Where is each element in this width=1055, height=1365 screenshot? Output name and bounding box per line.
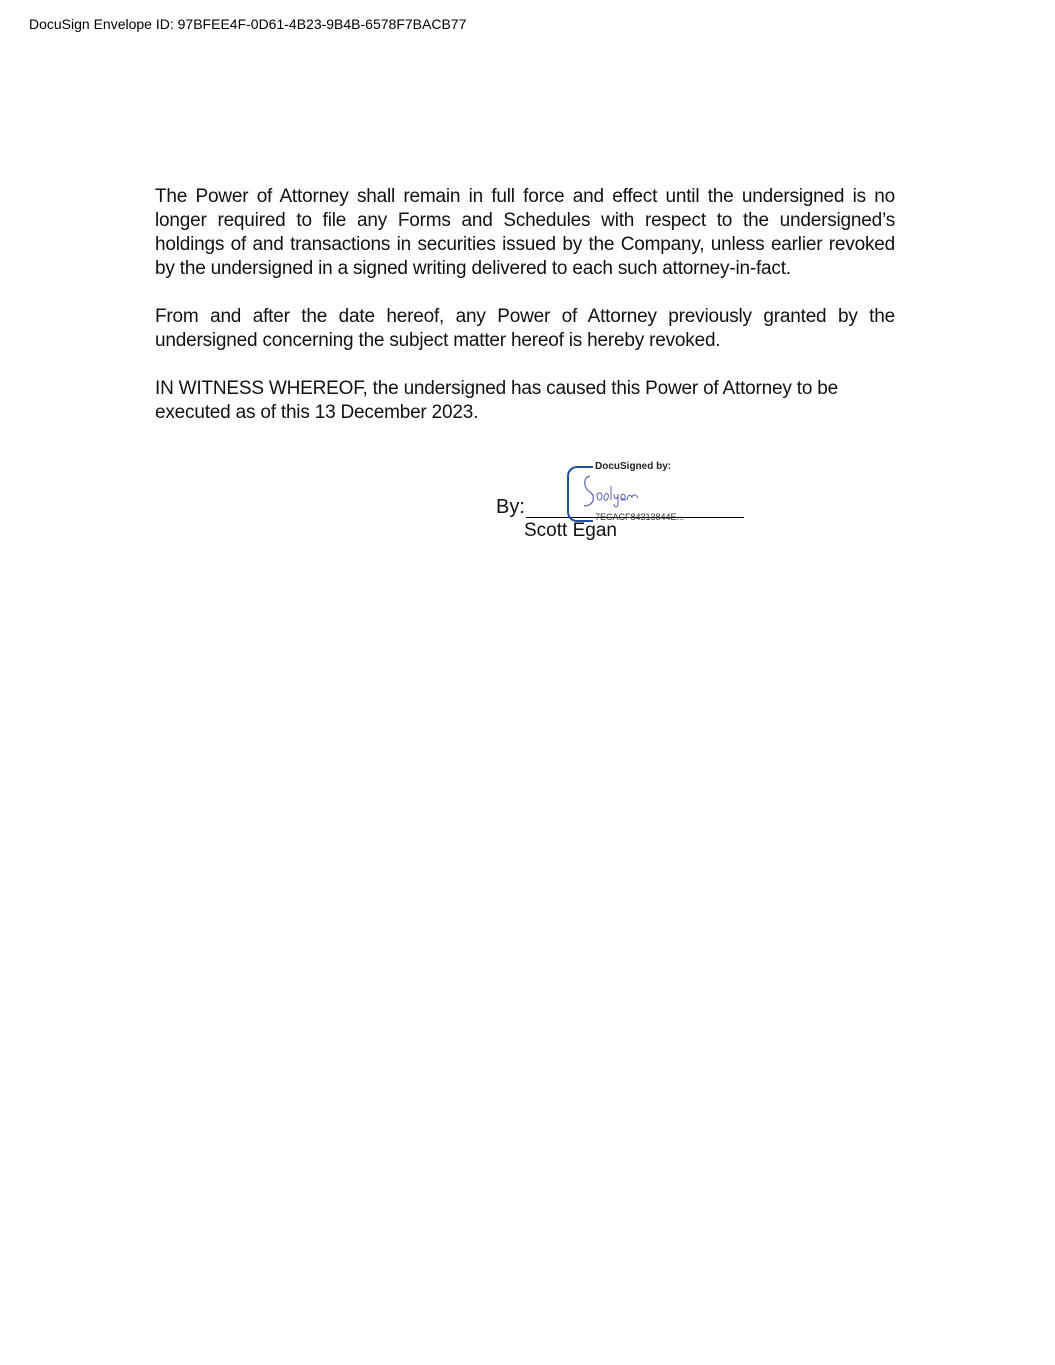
signature-block xyxy=(496,458,756,548)
paragraph-witness: IN WITNESS WHEREOF, the undersigned has caused this Power of Attorney to be executed as of this 13 December 2023. xyxy=(155,378,839,423)
document-body xyxy=(155,185,895,449)
docusign-envelope-id: DocuSign Envelope ID: 97BFEE4F-0D61-4B23-9B4B-6578F7BACB77 xyxy=(29,16,467,32)
docusign-header: DocuSigned by: xyxy=(595,461,672,472)
handwritten-signature xyxy=(580,472,640,512)
docusign-signature-code: 7ECACF84313844E... xyxy=(595,512,685,522)
paragraph-term: The Power of Attorney shall remain in full force and effect until the undersigned is no longer required to file any Forms and Schedules with respect to the undersigned’s holdings of and transactions in securities issued by the Company, unless earlier revoked by the undersigned in a signed writing delivered to each such attorney-in-fact. xyxy=(155,186,895,279)
signer-name: Scott Egan xyxy=(524,520,617,541)
paragraph-revocation: From and after the date hereof, any Power of Attorney previously granted by the undersigned concerning the subject matter hereof is hereby revoked. xyxy=(155,306,895,351)
by-label: By: xyxy=(496,496,525,518)
